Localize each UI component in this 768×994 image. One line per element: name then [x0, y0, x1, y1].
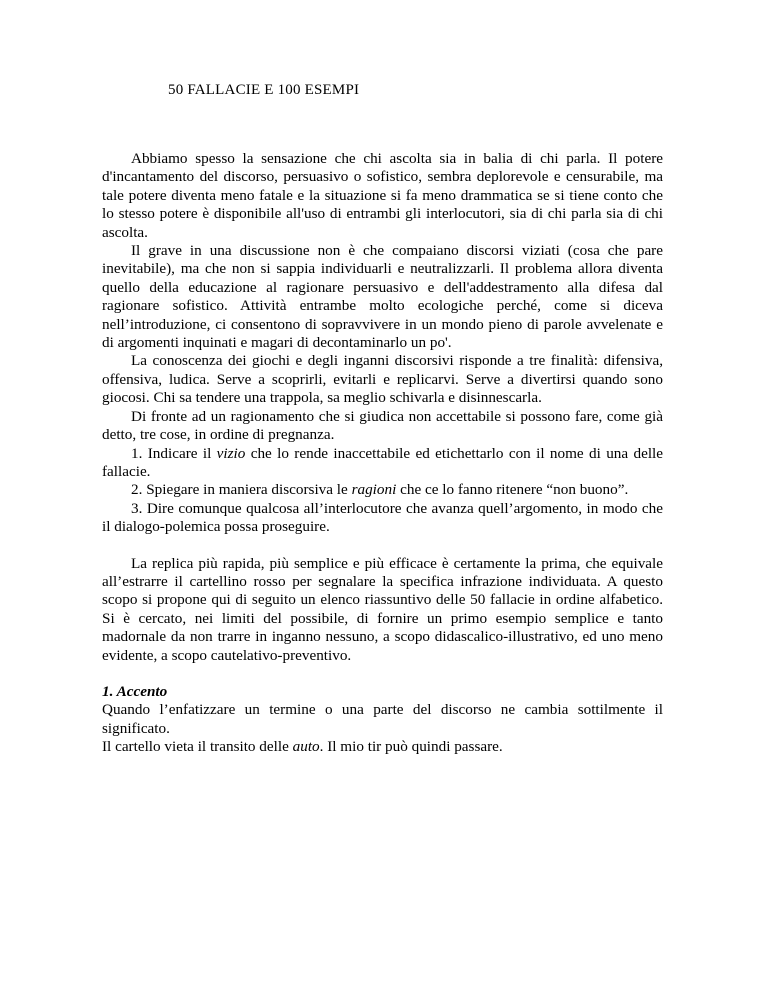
example-text	[102, 738, 547, 756]
step-text: che ce lo fanno ritenere “non buono”.	[396, 481, 629, 499]
step-text: 3. Dire comunque qualcosa all’interlocutore che avanza quell’argomento, in modo che il dialogo-polemica possa proseguire.	[102, 499, 663, 536]
fallacy-section	[102, 683, 663, 757]
paragraph: Il grave in una discussione non è che compaiano discorsi viziati (cosa che pare inevitabile), ma che non si sappia individuarli e neutralizzarli. Il problema allora diventa quello della educazione al ragionare persuasivo e dell'addestramento alla difesa dal ragionare sofistico. Attività entrambe molto ecologiche perché, come si diceva nell’introduzione, ci consentono di sopravvivere in un mondo pieno di parole avvelenate e di argomenti inquinati e magari di decontaminarlo un po'.	[102, 242, 663, 352]
paragraph: Di fronte ad un ragionamento che si giudica non accettabile si possono fare, come già detto, tre cose, in ordine di pregnanza.	[102, 407, 663, 444]
document-body	[102, 150, 663, 757]
paragraph: Abbiamo spesso la sensazione che chi ascolta sia in balia di chi parla. Il potere d'incantamento del discorso, persuasivo o sofistico, sembra deplorevole e censurabile, ma tale potere diventa meno fatale e la situazione si fa meno drammatica se si tiene conto che lo stesso potere è disponibile all'uso di entrambi gli interlocutori, sia di chi parla sia di chi ascolta.	[102, 150, 663, 241]
step-text: 1. Indicare il	[131, 444, 217, 462]
step-text: che lo rende inaccettabile ed etichettarlo con il nome di una delle fallacie.	[102, 444, 663, 480]
section-heading: 1. Accento	[102, 682, 168, 700]
step-emphasis: ragioni	[351, 481, 397, 499]
step-emphasis: vizio	[216, 444, 246, 462]
example-part: . Il mio tir può quindi passare.	[319, 738, 503, 756]
step-text: 2. Spiegare in maniera discorsiva le	[131, 481, 352, 499]
section-description: Quando l’enfatizzare un termine o una parte del discorso ne cambia sottilmente il significato.	[102, 701, 663, 737]
step-item	[102, 500, 663, 537]
step-item	[102, 481, 663, 499]
closing-paragraph: La replica più rapida, più semplice e più efficace è certamente la prima, che equivale all’estrarre il cartellino rosso per segnalare la specifica infrazione individuata. A questo scopo si propone qui di seguito un elenco riassuntivo delle 50 fallacie in ordine alfabetico. Si è cercato, nei limiti del possibile, di fornire un primo esempio semplice e tanto madornale da non trarre in inganno nessuno, a scopo didascalico-illustrativo, ed uno meno evidente, a scopo cautelativo-preventivo.	[102, 554, 663, 664]
example-emphasis: auto	[292, 738, 320, 756]
step-item	[102, 445, 663, 482]
document-title: 50 FALLACIE E 100 ESEMPI	[168, 82, 360, 98]
example-part: Il cartello vieta il transito delle	[102, 738, 293, 756]
paragraph: La conoscenza dei giochi e degli inganni discorsivi risponde a tre finalità: difensiva, offensiva, ludica. Serve a scoprirli, evitarli e replicarvi. Serve a divertirsi quando sono giocosi. Chi sa tendere una trappola, sa meglio schivarla e disinnescarla.	[102, 352, 663, 407]
